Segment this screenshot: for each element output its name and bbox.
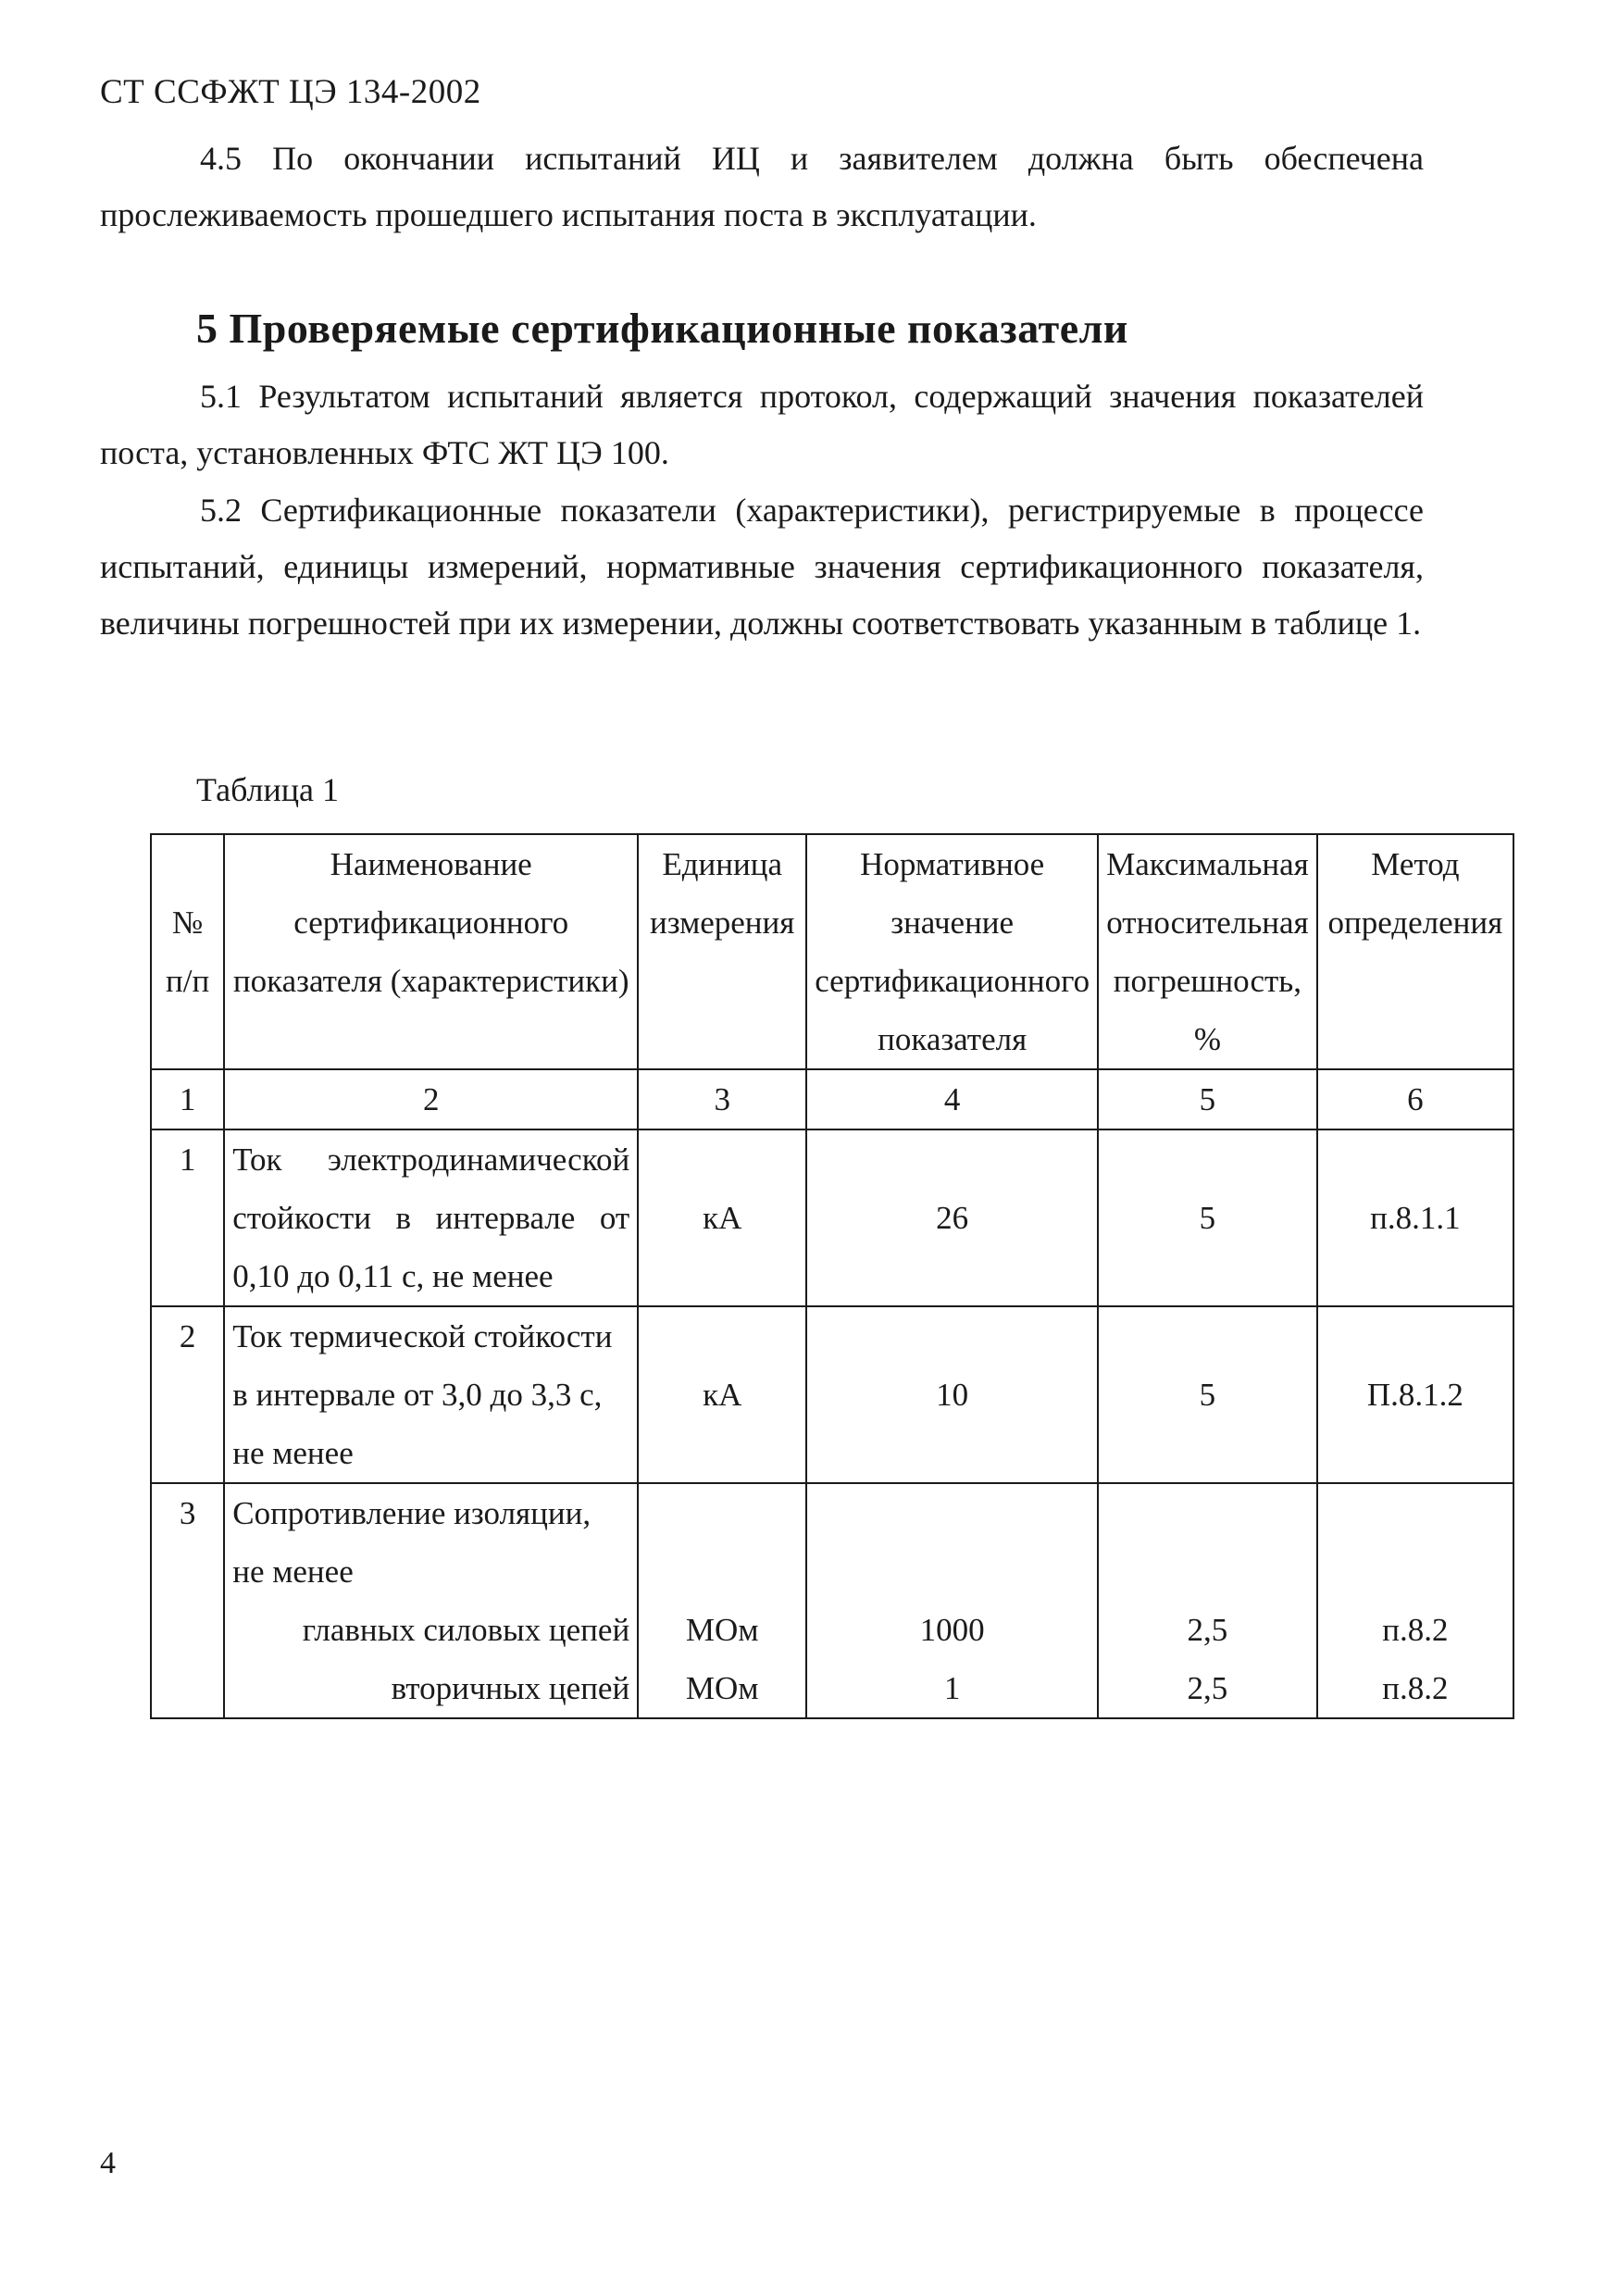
sub-normative-value: 1000 <box>919 1612 985 1648</box>
header-cell-name: Наименование сертификационного показателя (характеристики) <box>224 834 638 1069</box>
unit-cell: кА <box>638 1129 806 1306</box>
paragraph-4-5: 4.5 По окончании испытаний ИЦ и заявителем должна быть обеспечена прослеживаемость прошедшего испытания поста в эксплуатации. <box>100 140 1424 233</box>
column-number-row <box>151 1069 1513 1129</box>
paragraph-5-1: 5.1 Результатом испытаний является протокол, содержащий значения показателей поста, установленных ФТС ЖТ ЦЭ 100. <box>100 378 1424 471</box>
sub-method: п.8.2 <box>1382 1612 1449 1648</box>
unit-cell: кА <box>638 1306 806 1483</box>
column-number: 3 <box>638 1069 806 1129</box>
header-cell-normative-value: Нормативное значение сертификационного показателя <box>806 834 1098 1069</box>
method-cell: п.8.1.1 <box>1317 1129 1513 1306</box>
indicator-name: Ток электродинамической стойкости в интервале от 0,10 до 0,11 с, не менее <box>224 1129 638 1306</box>
column-number: 2 <box>224 1069 638 1129</box>
sub-normative-value: 1 <box>943 1670 961 1706</box>
indicator-name <box>224 1483 638 1718</box>
normative-value-cell: 26 <box>806 1129 1098 1306</box>
header-cell-unit: Единица измерения <box>638 834 806 1069</box>
sub-max-error: 2,5 <box>1187 1670 1228 1706</box>
sub-unit: МОм <box>685 1670 759 1706</box>
unit-cell <box>638 1483 806 1718</box>
method-cell: П.8.1.2 <box>1317 1306 1513 1483</box>
table-header-row <box>151 834 1513 1069</box>
indicator-name-main: Сопротивление изоляции, не менее <box>232 1495 592 1590</box>
table-row <box>151 1306 1513 1483</box>
normative-value-cell <box>806 1483 1098 1718</box>
table-row <box>151 1129 1513 1306</box>
table-row <box>151 1483 1513 1718</box>
column-number: 5 <box>1098 1069 1317 1129</box>
header-cell-max-error: Максимальная относительная погрешность, % <box>1098 834 1317 1069</box>
max-error-cell: 5 <box>1098 1129 1317 1306</box>
header-cell-method: Метод определения <box>1317 834 1513 1069</box>
column-number: 6 <box>1317 1069 1513 1129</box>
section-5-heading: 5 Проверяемые сертификационные показатели <box>196 305 1128 352</box>
row-number: 1 <box>151 1129 224 1306</box>
row-number: 2 <box>151 1306 224 1483</box>
paragraph-5-2: 5.2 Сертификационные показатели (характеристики), регистрируемые в процессе испытаний, единицы измерений, нормативные значения сертификационного показателя, величины погрешностей при их измерении, должны соответствовать указанным в таблице 1. <box>100 492 1424 642</box>
column-number: 1 <box>151 1069 224 1129</box>
sub-max-error: 2,5 <box>1187 1612 1228 1648</box>
method-cell <box>1317 1483 1513 1718</box>
sub-unit: МОм <box>685 1612 759 1648</box>
header-cell-number: № п/п <box>151 834 224 1069</box>
sub-method: п.8.2 <box>1382 1670 1449 1706</box>
normative-value-cell: 10 <box>806 1306 1098 1483</box>
max-error-cell <box>1098 1483 1317 1718</box>
certification-indicators-table <box>150 833 1514 1719</box>
sub-indicator-name: главных силовых цепей <box>302 1612 630 1648</box>
max-error-cell: 5 <box>1098 1306 1317 1483</box>
document-code-header: СТ ССФЖТ ЦЭ 134-2002 <box>100 73 481 111</box>
row-number: 3 <box>151 1483 224 1718</box>
table-caption: Таблица 1 <box>196 771 339 808</box>
page-number: 4 <box>100 2146 116 2180</box>
indicator-name: Ток термической стойкости в интервале от 3,0 до 3,3 с, не менее <box>224 1306 638 1483</box>
sub-indicator-name: вторичных цепей <box>391 1670 630 1706</box>
column-number: 4 <box>806 1069 1098 1129</box>
